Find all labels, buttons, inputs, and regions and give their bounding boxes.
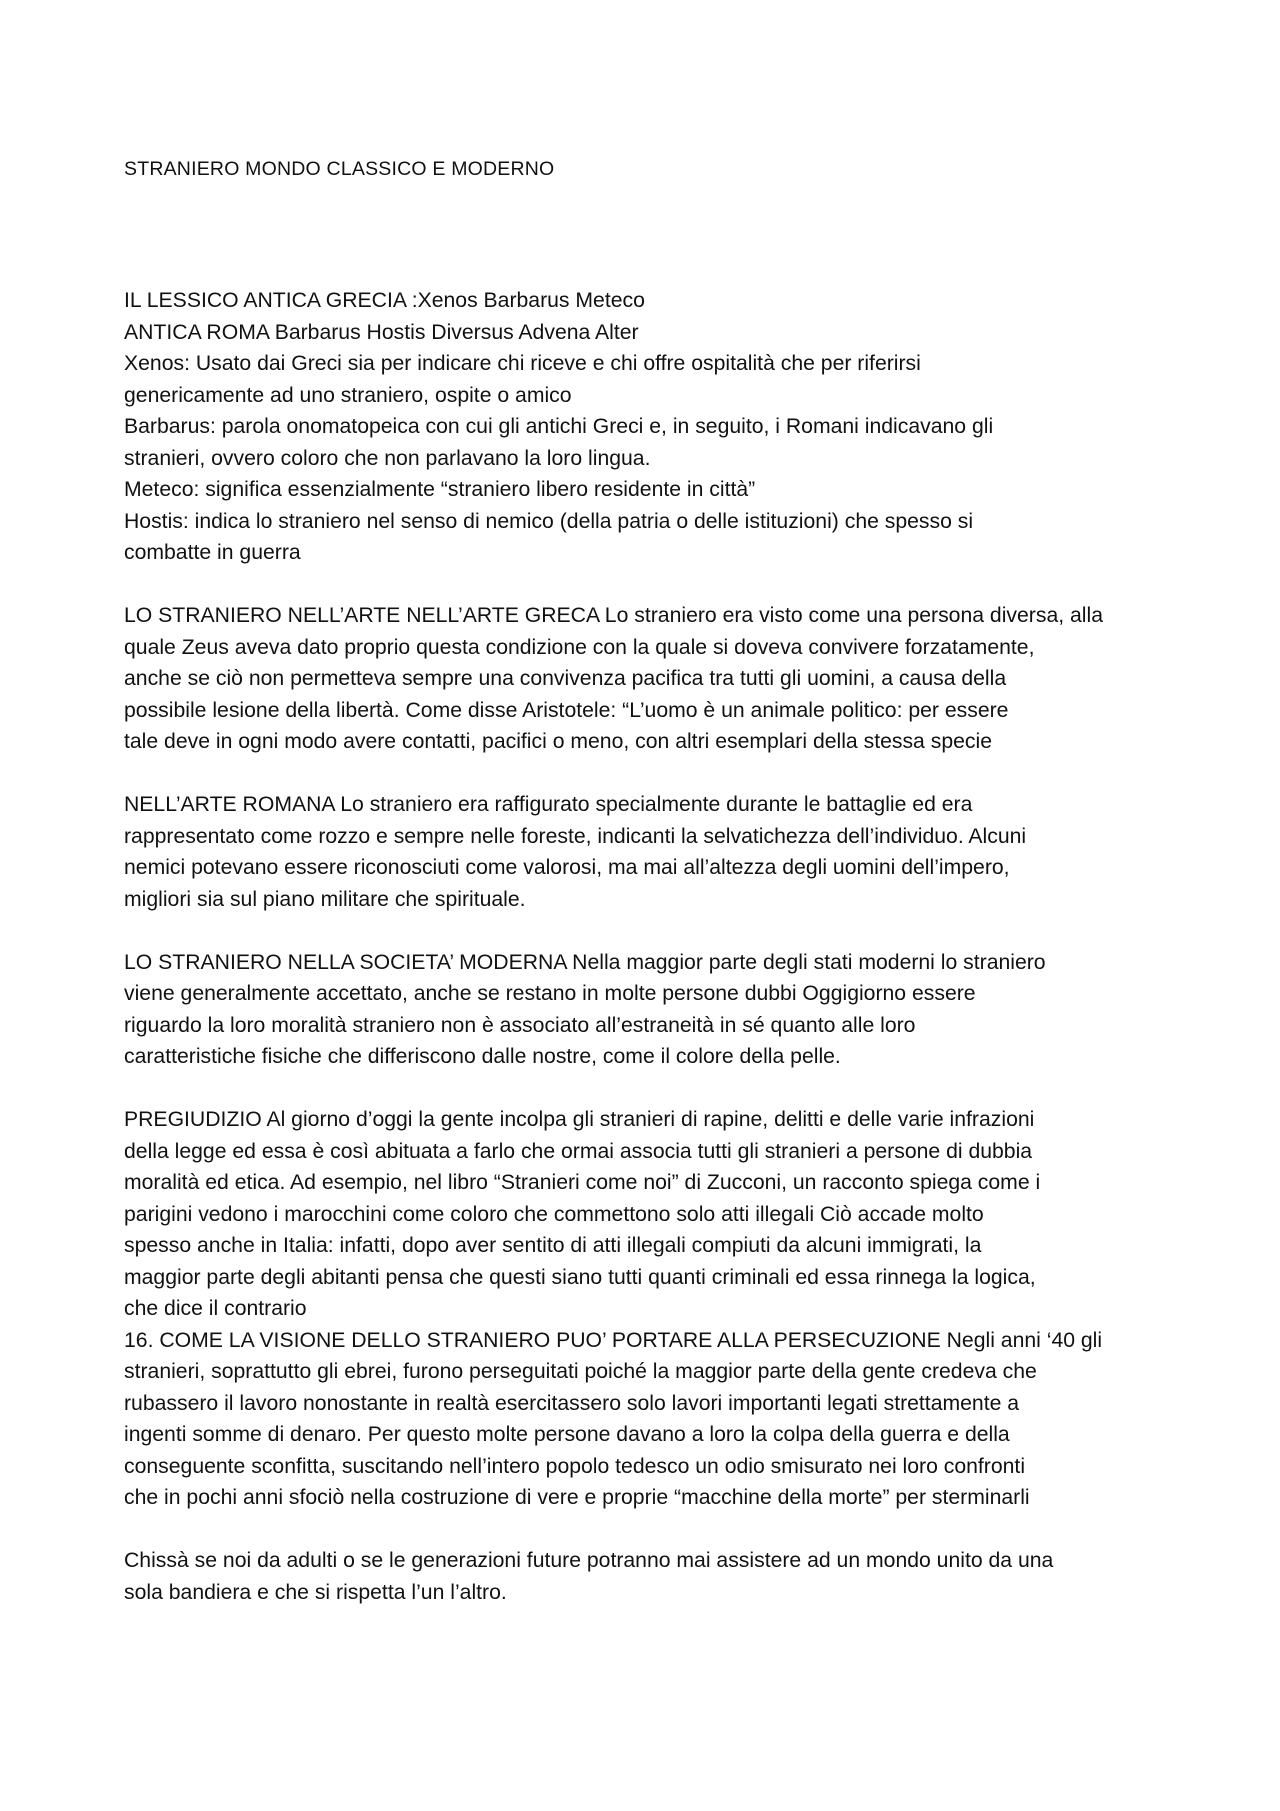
paragraph-gap (124, 1073, 1194, 1105)
text-line: maggior parte degli abitanti pensa che questi siano tutti quanti criminali ed essa rinnega la logica, (124, 1265, 1036, 1289)
text-line: 16. COME LA VISIONE DELLO STRANIERO PUO’ PORTARE ALLA PERSECUZIONE Negli anni ‘40 gli (124, 1328, 1103, 1352)
text-line: della legge ed essa è così abituata a farlo che ormai associa tutti gli stranieri a persone di dubbia (124, 1139, 1033, 1163)
paragraph-arte-greca (124, 600, 1194, 758)
text-line: possibile lesione della libertà. Come disse Aristotele: “L’uomo è un animale politico: per essere (124, 698, 1009, 722)
text-line: caratteristiche fisiche che differiscono dalle nostre, come il colore della pelle. (124, 1045, 841, 1068)
text-line: rappresentato come rozzo e sempre nelle foreste, indicanti la selvatichezza dell’individuo. Alcuni (124, 824, 1027, 848)
text-line: combatte in guerra (124, 541, 301, 564)
text-line: NELL’ARTE ROMANA Lo straniero era raffigurato specialmente durante le battaglie ed era (124, 793, 973, 816)
text-line: quale Zeus aveva dato proprio questa condizione con la quale si doveva convivere forzatamente, (124, 635, 1035, 659)
text-line: moralità ed etica. Ad esempio, nel libro “Stranieri come noi” di Zucconi, un racconto spiega come i (124, 1171, 1041, 1194)
text-line: sola bandiera e che si rispetta l’un l’altro. (124, 1580, 507, 1604)
text-line: Xenos: Usato dai Greci sia per indicare chi riceve e chi offre ospitalità che per riferirsi (124, 352, 921, 375)
text-line: ANTICA ROMA Barbarus Hostis Diversus Advena Alter (124, 320, 639, 344)
text-line: riguardo la loro moralità straniero non è associato all’estraneità in sé quanto alle loro (124, 1013, 916, 1037)
document-title: STRANIERO MONDO CLASSICO E MODERNO (124, 158, 555, 180)
text-line: IL LESSICO ANTICA GRECIA :Xenos Barbarus Meteco (124, 289, 645, 312)
paragraph-lessico (124, 285, 1194, 569)
text-line: nemici potevano essere riconosciuti come valorosi, ma mai all’altezza degli uomini dell’impero, (124, 856, 1010, 879)
paragraph-pregiudizio (124, 1104, 1194, 1514)
text-line: parigini vedono i marocchini come coloro che commettono solo atti illegali Ciò accade molto (124, 1202, 984, 1226)
text-line: che in pochi anni sfociò nella costruzione di vere e proprie “macchine della morte” per sterminarli (124, 1486, 1030, 1509)
paragraph-gap (124, 569, 1194, 601)
paragraph-gap (124, 1514, 1194, 1546)
text-line: stranieri, ovvero coloro che non parlavano la loro lingua. (124, 446, 651, 470)
paragraph-gap (124, 915, 1194, 947)
text-line: ingenti somme di denaro. Per questo molte persone davano a loro la colpa della guerra e della (124, 1423, 1010, 1446)
text-line: stranieri, soprattutto gli ebrei, furono perseguitati poiché la maggior parte della gente credeva che (124, 1360, 1037, 1383)
text-line: tale deve in ogni modo avere contatti, pacifici o meno, con altri esemplari della stessa specie (124, 730, 992, 753)
paragraph-societa-moderna (124, 947, 1194, 1073)
text-line: rubassero il lavoro nonostante in realtà esercitassero solo lavori importanti legati strettamente a (124, 1391, 1020, 1415)
paragraph-arte-romana (124, 789, 1194, 915)
text-line: Hostis: indica lo straniero nel senso di nemico (della patria o delle istituzioni) che spesso si (124, 509, 974, 533)
paragraph-gap (124, 758, 1194, 790)
text-line: LO STRANIERO NELLA SOCIETA’ MODERNA Nella maggior parte degli stati moderni lo straniero (124, 950, 1046, 974)
paragraph-conclusione (124, 1545, 1194, 1608)
text-line: migliori sia sul piano militare che spirituale. (124, 887, 526, 911)
text-line: genericamente ad uno straniero, ospite o amico (124, 383, 572, 407)
text-line: spesso anche in Italia: infatti, dopo aver sentito di atti illegali compiuti da alcuni immigrati, la (124, 1234, 982, 1257)
text-line: anche se ciò non permetteva sempre una convivenza pacifica tra tutti gli uomini, a causa della (124, 667, 1007, 690)
text-line: conseguente sconfitta, suscitando nell’intero popolo tedesco un odio smisurato nei loro confronti (124, 1454, 1026, 1478)
text-line: Barbarus: parola onomatopeica con cui gli antichi Greci e, in seguito, i Romani indicavano gli (124, 415, 994, 438)
text-line: PREGIUDIZIO Al giorno d’oggi la gente incolpa gli stranieri di rapine, delitti e delle varie infrazioni (124, 1108, 1035, 1131)
text-line: LO STRANIERO NELL’ARTE NELL’ARTE GRECA Lo straniero era visto come una persona diversa, alla (124, 604, 1103, 627)
text-line: Meteco: significa essenzialmente “straniero libero residente in città” (124, 478, 756, 501)
text-line: Chissà se noi da adulti o se le generazioni future potranno mai assistere ad un mondo unito da una (124, 1549, 1054, 1572)
text-line: che dice il contrario (124, 1297, 307, 1320)
document-body (124, 285, 1194, 1608)
text-line: viene generalmente accettato, anche se restano in molte persone dubbi Oggigiorno essere (124, 982, 976, 1005)
